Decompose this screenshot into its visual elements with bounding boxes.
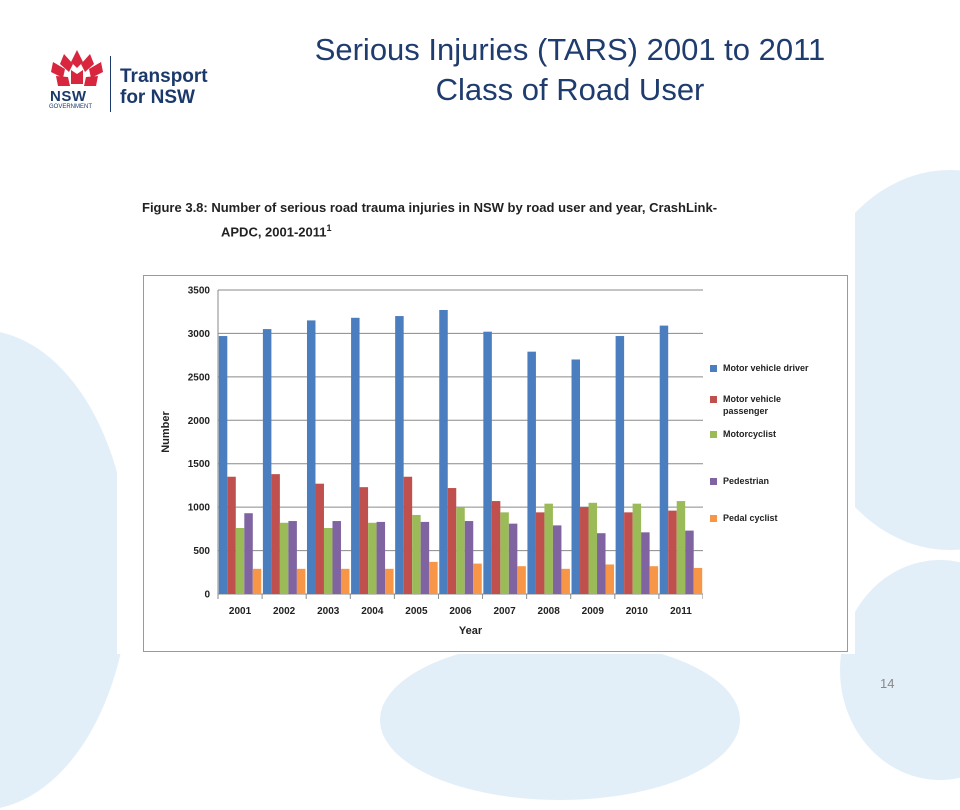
x-tick-label: 2005 [405,606,428,617]
bar [660,326,669,594]
page-number: 14 [880,676,895,691]
transport-nsw-logo [46,48,226,118]
bar [332,521,341,594]
bar [307,320,316,594]
x-tick-label: 2010 [625,606,648,617]
background-shape [380,640,740,800]
bar [368,523,377,594]
nsw-wordmark: NSW [50,88,87,105]
legend-label: Motor vehicle driver [723,363,809,373]
figure-caption [142,198,842,242]
legend-swatch [710,396,717,403]
figure-caption-footnote: 1 [326,223,332,233]
y-tick-label: 500 [193,546,210,558]
y-tick-label: 2000 [187,415,210,427]
bar [465,521,474,594]
logo-divider [110,56,111,112]
figure-caption-line2-wrap [142,218,842,242]
bar [544,504,553,594]
bar [492,501,501,594]
x-tick-label: 2011 [670,606,692,617]
bar [271,474,280,594]
y-tick-label: 1000 [187,502,210,514]
x-tick-label: 2008 [537,606,560,617]
legend-swatch [710,431,717,438]
bar [685,531,694,594]
bar [395,316,404,594]
x-tick-label: 2006 [449,606,472,617]
bar [606,564,615,594]
bar [561,569,570,594]
bar [227,477,236,594]
waratah-icon [46,48,108,90]
y-axis-title: Number [160,411,172,453]
bar-chart [143,275,703,650]
bar [404,477,413,594]
slide-title [250,30,890,110]
figure-caption-line1: Figure 3.8: Number of serious road trauma injuries in NSW by road user and year, CrashLink- [142,200,718,215]
x-tick-label: 2003 [317,606,340,617]
bar [572,359,581,594]
agency-name-line1: Transport [120,66,208,87]
bar [429,562,438,594]
x-tick-label: 2004 [361,606,384,617]
x-tick-label: 2009 [581,606,604,617]
bar [624,512,633,594]
bar [580,507,589,594]
x-axis-title: Year [458,625,483,637]
legend-label: Motor vehicle passenger [723,394,782,416]
bar [473,564,482,594]
bar [236,528,245,594]
bar [668,511,677,594]
slide-title-line1: Serious Injuries (TARS) 2001 to 2011 [314,32,826,67]
bar [253,569,262,594]
bar [448,488,457,594]
figure-caption-line2: APDC, 2001-2011 [221,224,327,240]
bar [500,512,509,594]
bar [219,336,228,594]
bar [616,336,625,594]
bar [633,504,642,594]
x-tick-label: 2007 [493,606,516,617]
bar [385,569,394,594]
bar [297,569,306,594]
bar [377,522,386,594]
government-label: GOVERNMENT [49,104,93,110]
legend-swatch [710,365,717,372]
x-tick-label: 2001 [228,606,252,617]
bar [412,515,421,594]
bar [324,528,333,594]
bar [263,329,272,594]
x-tick-label: 2002 [273,606,296,617]
y-tick-label: 0 [204,589,210,601]
agency-name [120,66,208,108]
legend-label: Motorcyclist [723,429,777,439]
bar [483,332,492,594]
background-shape [840,560,960,780]
legend-swatch [710,515,717,522]
slide-title-line2: Class of Road User [435,72,705,107]
bar [694,568,703,594]
bar [351,318,360,594]
bar [597,533,606,594]
bar [677,501,686,594]
y-tick-label: 1500 [187,459,210,471]
y-tick-label: 3000 [187,328,210,340]
background-shape [0,330,130,810]
bar [341,569,350,594]
bar [280,523,289,594]
bar [360,487,369,594]
bar [421,522,430,594]
bar [536,512,545,594]
bar [509,524,518,594]
y-tick-label: 2500 [187,372,210,384]
bar [650,566,659,594]
bar [517,566,526,594]
bar [527,352,536,594]
bar [641,532,650,594]
y-tick-label: 3500 [187,285,210,297]
bar [456,507,465,594]
bar [439,310,448,594]
legend-label: Pedestrian [723,476,770,486]
bar [553,525,562,594]
bar [589,503,598,594]
bar [288,521,297,594]
legend-swatch [710,478,717,485]
legend-label: Pedal cyclist [723,513,778,523]
agency-name-line2: for NSW [120,87,195,108]
bar [244,513,253,594]
bar [315,484,324,594]
